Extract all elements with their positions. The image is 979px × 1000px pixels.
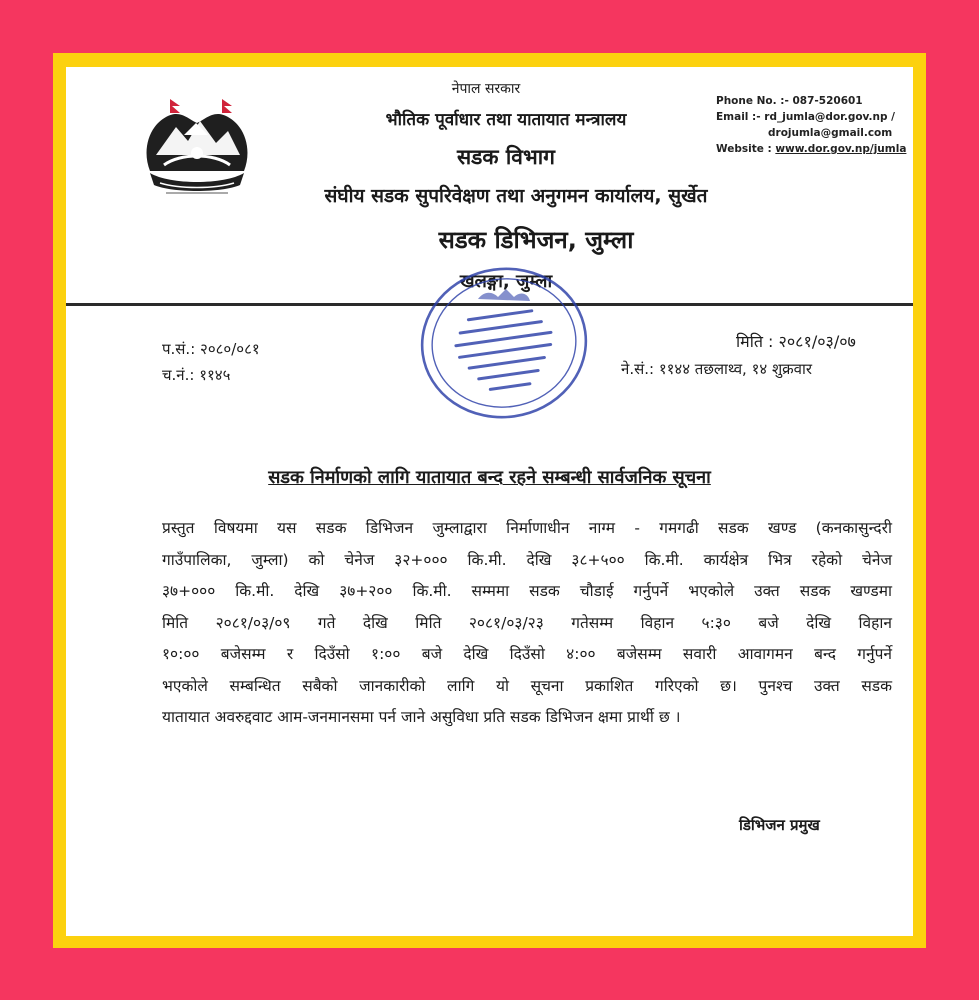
contact-phone — [716, 93, 912, 109]
header-government: नेपाल सरकार — [451, 81, 521, 97]
notice-document — [66, 67, 913, 936]
email-label: Email :- — [716, 111, 761, 123]
body-line: प्रस्तुत विषयमा यस सडक डिभिजन जुम्लाद्वारा निर्माणाधीन नाग्म - गमगढी सडक खण्ड (कनकासुन्दरी — [162, 519, 892, 537]
letter-date: मिति : २०८१/०३/०७ — [736, 332, 856, 351]
contact-block — [716, 93, 912, 157]
email-value-2: drojumla@gmail.com — [768, 127, 893, 139]
email-value-1: rd_jumla@dor.gov.np / — [764, 111, 896, 123]
body-line: गाउँपालिका, जुम्ला) को चेनेज ३२+००० कि.मी. देखि ३८+५०० कि.मी. कार्यक्षेत्र भित्र रहेको चेनेज — [162, 550, 892, 569]
letter-number: प.सं.: २०८०/०८१ — [162, 340, 260, 358]
website-link[interactable]: www.dor.gov.np/jumla — [775, 143, 907, 155]
body-line: १०:०० बजेसम्म र दिउँसो १:०० बजे देखि दिउँसो ४:०० बजेसम्म सवारी आवागमन बन्द गर्नुपर्ने — [162, 645, 892, 663]
header-location: खलङ्गा, जुम्ला — [459, 271, 553, 292]
body-line: भएकोले सम्बन्धित सबैको जानकारीको लागि यो सूचना प्रकाशित गरिएको छ। पुनश्च उक्त सडक — [162, 676, 892, 695]
notice-subject: सडक निर्माणको लागि यातायात बन्द रहने सम्बन्धी सार्वजनिक सूचना — [268, 467, 711, 488]
phone-value: 087-520601 — [792, 95, 863, 107]
contact-email — [716, 109, 912, 125]
header-department: सडक विभाग — [456, 145, 555, 169]
header-office: संघीय सडक सुपरिवेक्षण तथा अनुगमन कार्यालय, सुर्खेत — [324, 185, 708, 207]
office-stamp-icon — [416, 261, 592, 425]
nepal-sambat-date: ने.सं.: ११४४ तछलाथ्व, १४ शुक्रवार — [621, 360, 813, 378]
header-division: सडक डिभिजन, जुम्ला — [438, 226, 634, 254]
phone-label: Phone No. :- — [716, 95, 789, 107]
dispatch-number: च.नं.: ११४५ — [162, 366, 231, 384]
signoff-title: डिभिजन प्रमुख — [739, 816, 820, 834]
body-line: यातायात अवरुद्दवाट आम-जनमानसमा पर्न जाने असुविधा प्रति सडक डिभिजन क्षमा प्रार्थी छ । — [162, 708, 681, 726]
website-label: Website : — [716, 143, 772, 155]
contact-email-2 — [716, 125, 912, 141]
contact-website — [716, 141, 912, 157]
body-line: मिति २०८१/०३/०९ गते देखि मिति २०८१/०३/२३ गतेसम्म विहान ५:३० बजे देखि विहान — [162, 613, 892, 632]
body-line: ३७+००० कि.मी. देखि ३७+२०० कि.मी. सम्ममा सडक चौडाई गर्नुपर्ने भएकोले उक्त सडक खण्डमा — [162, 582, 892, 600]
header-ministry: भौतिक पूर्वाधार तथा यातायात मन्त्रालय — [385, 110, 627, 130]
notice-body — [162, 513, 892, 734]
